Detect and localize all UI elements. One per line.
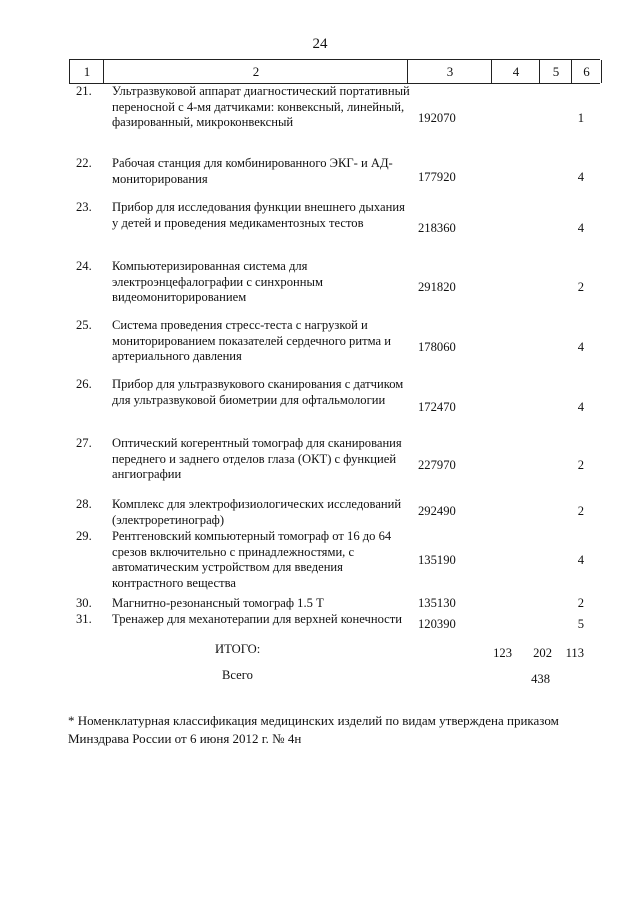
item-price: 292490 (418, 504, 456, 518)
grand-total-value: 438 (531, 672, 550, 686)
item-quantity: 4 (577, 400, 584, 414)
header-col-4: 4 (491, 60, 540, 83)
item-price: 192070 (418, 111, 456, 125)
item-price: 178060 (418, 340, 456, 354)
item-quantity: 2 (577, 458, 584, 472)
totals-col-4: 123 (493, 646, 512, 660)
item-quantity: 1 (577, 111, 584, 125)
row-number: 24. (76, 259, 92, 273)
totals-col-6: 113 (565, 646, 584, 660)
item-quantity: 4 (577, 553, 584, 567)
row-number: 21. (76, 84, 92, 98)
item-name: Компьютеризированная система для электроэнцефалографии с синхронным видеомониторированием (112, 259, 323, 304)
header-col-2: 2 (103, 60, 408, 83)
totals-label: ИТОГО: (215, 642, 261, 656)
header-col-1: 1 (69, 60, 104, 83)
totals-col-5: 202 (533, 646, 552, 660)
row-number: 22. (76, 156, 92, 170)
footnote: * Номенклатурная классификация медицинских изделий по видам утверждена приказом Минздрава России от 6 июня 2012 г. № 4н (68, 713, 559, 746)
table-header (69, 59, 600, 84)
row-number: 25. (76, 318, 92, 332)
item-quantity: 4 (577, 340, 584, 354)
item-price: 172470 (418, 400, 456, 414)
item-quantity: 5 (577, 617, 584, 631)
item-quantity: 4 (577, 170, 584, 184)
row-number: 30. (76, 596, 92, 610)
item-name: Тренажер для механотерапии для верхней конечности (112, 612, 403, 626)
item-price: 218360 (418, 221, 456, 235)
item-name: Система проведения стресс-теста с нагрузкой и мониторированием показателей сердечного ритма и артериального давления (112, 318, 391, 363)
item-price: 291820 (418, 280, 456, 294)
row-number: 28. (76, 497, 92, 511)
page-number: 24 (312, 36, 328, 52)
item-name: Прибор для исследования функции внешнего дыхания у детей и проведения медикаментозных тестов (112, 200, 405, 230)
item-name: Оптический когерентный томограф для сканирования переднего и заднего отделов глаза (ОКТ) с функцией ангиографии (112, 436, 402, 481)
row-number: 26. (76, 377, 92, 391)
row-number: 23. (76, 200, 92, 214)
item-name: Магнитно-резонансный томограф 1.5 Т (112, 596, 324, 610)
item-quantity: 2 (577, 280, 584, 294)
item-quantity: 2 (577, 504, 584, 518)
item-quantity: 4 (577, 221, 584, 235)
item-name: Рабочая станция для комбинированного ЭКГ- и АД-мониторирования (112, 156, 393, 186)
header-col-5: 5 (539, 60, 572, 83)
header-col-3: 3 (407, 60, 492, 83)
item-name: Комплекс для электрофизиологических исследований (электроретинограф) (112, 497, 402, 527)
header-col-6: 6 (571, 60, 602, 83)
item-name: Прибор для ультразвукового сканирования с датчиком для ультразвуковой биометрии для офтальмологии (112, 377, 404, 407)
item-price: 120390 (418, 617, 456, 631)
item-name: Ультразвуковой аппарат диагностический портативный переносной с 4-мя датчиками: конвексный, линейный, фазированный, микроконвексный (112, 84, 410, 129)
row-number: 29. (76, 529, 92, 543)
item-name: Рентгеновский компьютерный томограф от 16 до 64 срезов включительно с принадлежностями, с автоматическим устройством для введения контрастного вещества (112, 529, 392, 590)
item-price: 227970 (418, 458, 456, 472)
grand-total-label: Всего (222, 668, 253, 682)
item-quantity: 2 (577, 596, 584, 610)
row-number: 31. (76, 612, 92, 626)
item-price: 177920 (418, 170, 456, 184)
item-price: 135190 (418, 553, 456, 567)
item-price: 135130 (418, 596, 456, 610)
row-number: 27. (76, 436, 92, 450)
